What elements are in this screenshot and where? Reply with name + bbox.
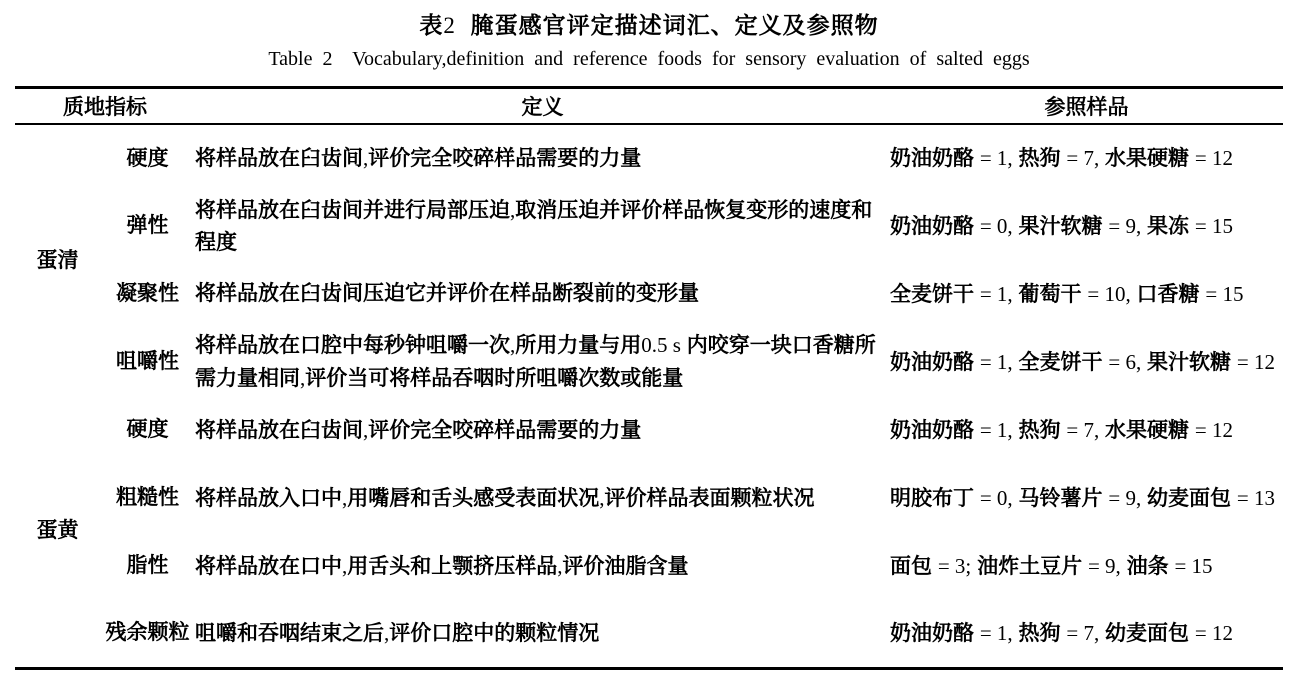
column-header-texture-indicator: 质地指标 [15,88,195,125]
column-header-reference-sample: 参照样品 [890,88,1283,125]
definition-cell: 将样品放在臼齿间,评价完全咬碎样品需要的力量 [195,417,642,442]
attribute-cell: 硬度 [126,146,169,170]
table-row [15,464,1283,532]
reference-cell: 明胶布丁 = 0, 马铃薯片 = 9, 幼麦面包 = 13 [890,485,1275,510]
table-row [15,396,1283,464]
sensory-evaluation-table [15,86,1283,670]
reference-cell: 奶油奶酪 = 1, 热狗 = 7, 幼麦面包 = 12 [890,620,1233,645]
table-row [15,532,1283,600]
group-label-egg-white: 蛋清 [36,248,79,272]
attribute-cell: 脂性 [126,554,169,577]
reference-cell: 奶油奶酪 = 1, 热狗 = 7, 水果硬糖 = 12 [890,417,1233,442]
attribute-cell: 凝聚性 [116,282,179,305]
table-row [15,124,1283,192]
definition-cell: 将样品放在臼齿间,评价完全咬碎样品需要的力量 [195,146,642,170]
definition-cell: 将样品放入口中,用嘴唇和舌头感受表面状况,评价样品表面颗粒状况 [195,485,815,510]
definition-cell: 将样品放在臼齿间压迫它并评价在样品断裂前的变形量 [195,282,699,305]
table-row [15,600,1283,668]
definition-cell: 将样品放在口腔中每秒钟咀嚼一次,所用力量与用0.5 s 内咬穿一块口香糖所需力量相同,评价当可将样品吞咽时所咀嚼次数或能量 [195,333,876,390]
table-row [15,328,1283,396]
attribute-cell: 粗糙性 [116,486,179,509]
reference-cell: 奶油奶酪 = 1, 全麦饼干 = 6, 果汁软糖 = 12 [890,349,1275,374]
reference-cell: 奶油奶酪 = 1, 热狗 = 7, 水果硬糖 = 12 [890,146,1233,170]
definition-cell: 咀嚼和吞咽结束之后,评价口腔中的颗粒情况 [195,620,600,645]
definition-cell: 将样品放在臼齿间并进行局部压迫,取消压迫并评价样品恢复变形的速度和程度 [195,197,873,254]
attribute-cell: 弹性 [126,214,169,237]
reference-cell: 奶油奶酪 = 0, 果汁软糖 = 9, 果冻 = 15 [890,213,1233,238]
reference-cell: 面包 = 3; 油炸土豆片 = 9, 油条 = 15 [890,553,1213,578]
attribute-cell: 硬度 [126,418,169,441]
reference-cell: 全麦饼干 = 1, 葡萄干 = 10, 口香糖 = 15 [890,281,1244,306]
attribute-cell: 残余颗粒 [105,621,190,645]
table-title-chinese: 表2 腌蛋感官评定描述词汇、定义及参照物 [419,12,879,38]
group-label-egg-yolk: 蛋黄 [36,519,79,543]
header-row [15,88,1283,125]
table-title-english: Table 2 Vocabulary,definition and reference foods for sensory evaluation of salted eggs [268,48,1030,70]
column-header-definition: 定义 [195,88,890,125]
table-row [15,260,1283,328]
attribute-cell: 咀嚼性 [116,350,179,373]
definition-cell: 将样品放在口中,用舌头和上颚挤压样品,评价油脂含量 [195,553,689,578]
table-row [15,192,1283,260]
